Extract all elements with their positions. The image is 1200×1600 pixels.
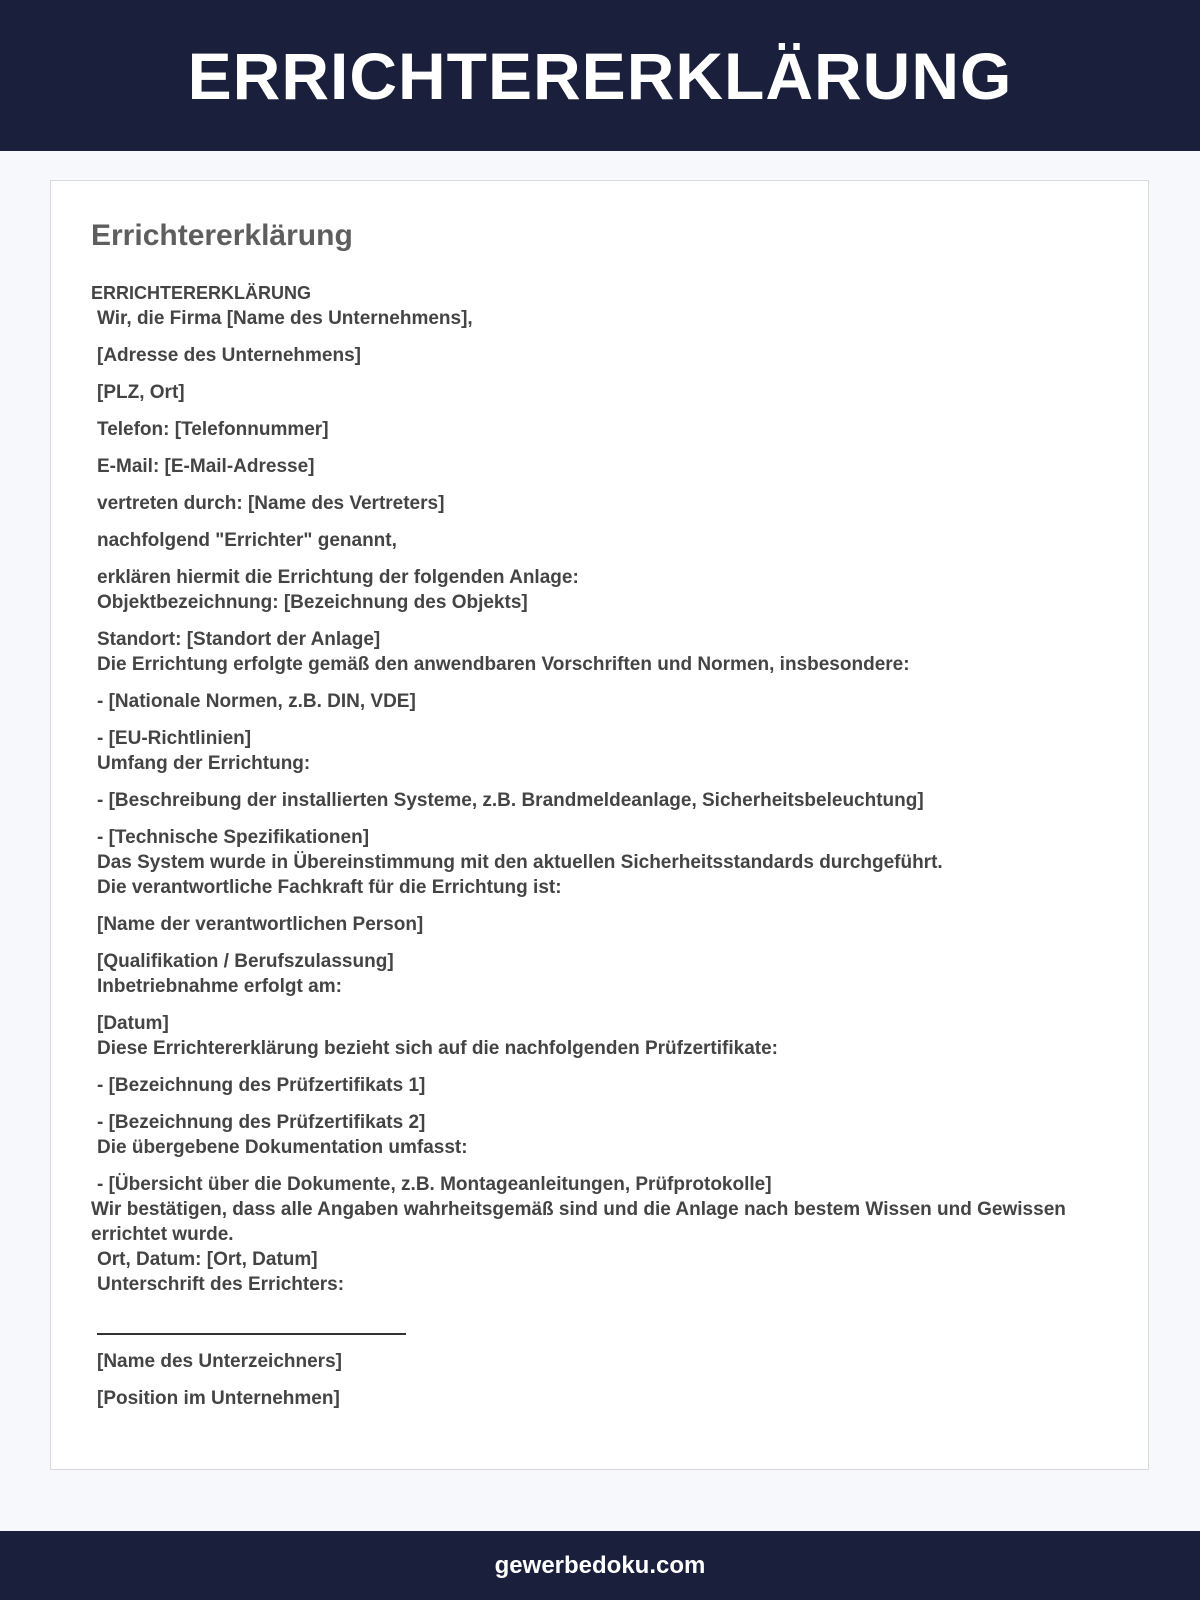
signature-label-line: Unterschrift des Errichters: — [97, 1274, 345, 1295]
footer-site: gewerbedoku.com — [494, 1551, 706, 1579]
page-header — [0, 0, 1200, 151]
list-item: - [Bezeichnung des Prüfzertifikats 1] — [97, 1075, 426, 1096]
email-line: E-Mail: [E-Mail-Adresse] — [97, 456, 315, 477]
representative-line: vertreten durch: [Name des Vertreters] — [97, 493, 445, 514]
responsible-name-line: [Name der verantwortlichen Person] — [97, 914, 424, 935]
commissioning-line: Inbetriebnahme erfolgt am: — [97, 976, 342, 997]
scope-heading-line: Umfang der Errichtung: — [97, 753, 311, 774]
signature-line — [97, 1333, 406, 1335]
document-title: Errichtererklärung — [91, 219, 353, 252]
compliance-line: Das System wurde in Übereinstimmung mit den aktuellen Sicherheitsstandards durchgeführt. — [97, 852, 943, 873]
document-heading: ERRICHTERERKLÄRUNG — [91, 283, 311, 303]
list-item: - [Bezeichnung des Prüfzertifikats 2] — [97, 1112, 426, 1133]
phone-line: Telefon: [Telefonnummer] — [97, 419, 329, 440]
signer-position-line: [Position im Unternehmen] — [97, 1388, 340, 1409]
list-item: - [Beschreibung der installierten Systeme, z.B. Brandmeldeanlage, Sicherheitsbeleuchtung] — [97, 790, 924, 811]
object-line: Objektbezeichnung: [Bezeichnung des Objekts] — [97, 592, 528, 613]
confirmation-paragraph: Wir bestätigen, dass alle Angaben wahrheitsgemäß sind und die Anlage nach bestem Wissen und Gewissen errichtet wurde. — [91, 1199, 1066, 1245]
page-footer — [0, 1531, 1200, 1600]
page-title: ERRICHTERERKLÄRUNG — [187, 38, 1013, 113]
list-item: - [Übersicht über die Dokumente, z.B. Montageanleitungen, Prüfprotokolle] — [97, 1174, 772, 1195]
signer-name-line: [Name des Unterzeichners] — [97, 1351, 342, 1372]
list-item: - [Nationale Normen, z.B. DIN, VDE] — [97, 691, 416, 712]
location-line: Standort: [Standort der Anlage] — [97, 629, 381, 650]
declaration-line: erklären hiermit die Errichtung der folgenden Anlage: — [97, 567, 579, 588]
standards-intro-line: Die Errichtung erfolgte gemäß den anwendbaren Vorschriften und Normen, insbesondere: — [97, 654, 910, 675]
date-line: [Datum] — [97, 1013, 169, 1034]
list-item: - [Technische Spezifikationen] — [97, 827, 370, 848]
address-line: [Adresse des Unternehmens] — [97, 345, 361, 366]
documentation-intro-line: Die übergebene Dokumentation umfasst: — [97, 1137, 468, 1158]
document-card — [50, 180, 1149, 1470]
responsible-intro-line: Die verantwortliche Fachkraft für die Errichtung ist: — [97, 877, 562, 898]
zip-city-line: [PLZ, Ort] — [97, 382, 185, 403]
place-date-line: Ort, Datum: [Ort, Datum] — [97, 1249, 318, 1270]
company-line: Wir, die Firma [Name des Unternehmens], — [97, 308, 473, 329]
qualification-line: [Qualifikation / Berufszulassung] — [97, 951, 394, 972]
named-line: nachfolgend "Errichter" genannt, — [97, 530, 397, 551]
certificates-intro-line: Diese Errichtererklärung bezieht sich auf die nachfolgenden Prüfzertifikate: — [97, 1038, 779, 1059]
list-item: - [EU-Richtlinien] — [97, 728, 252, 749]
document-body — [91, 281, 1111, 1411]
